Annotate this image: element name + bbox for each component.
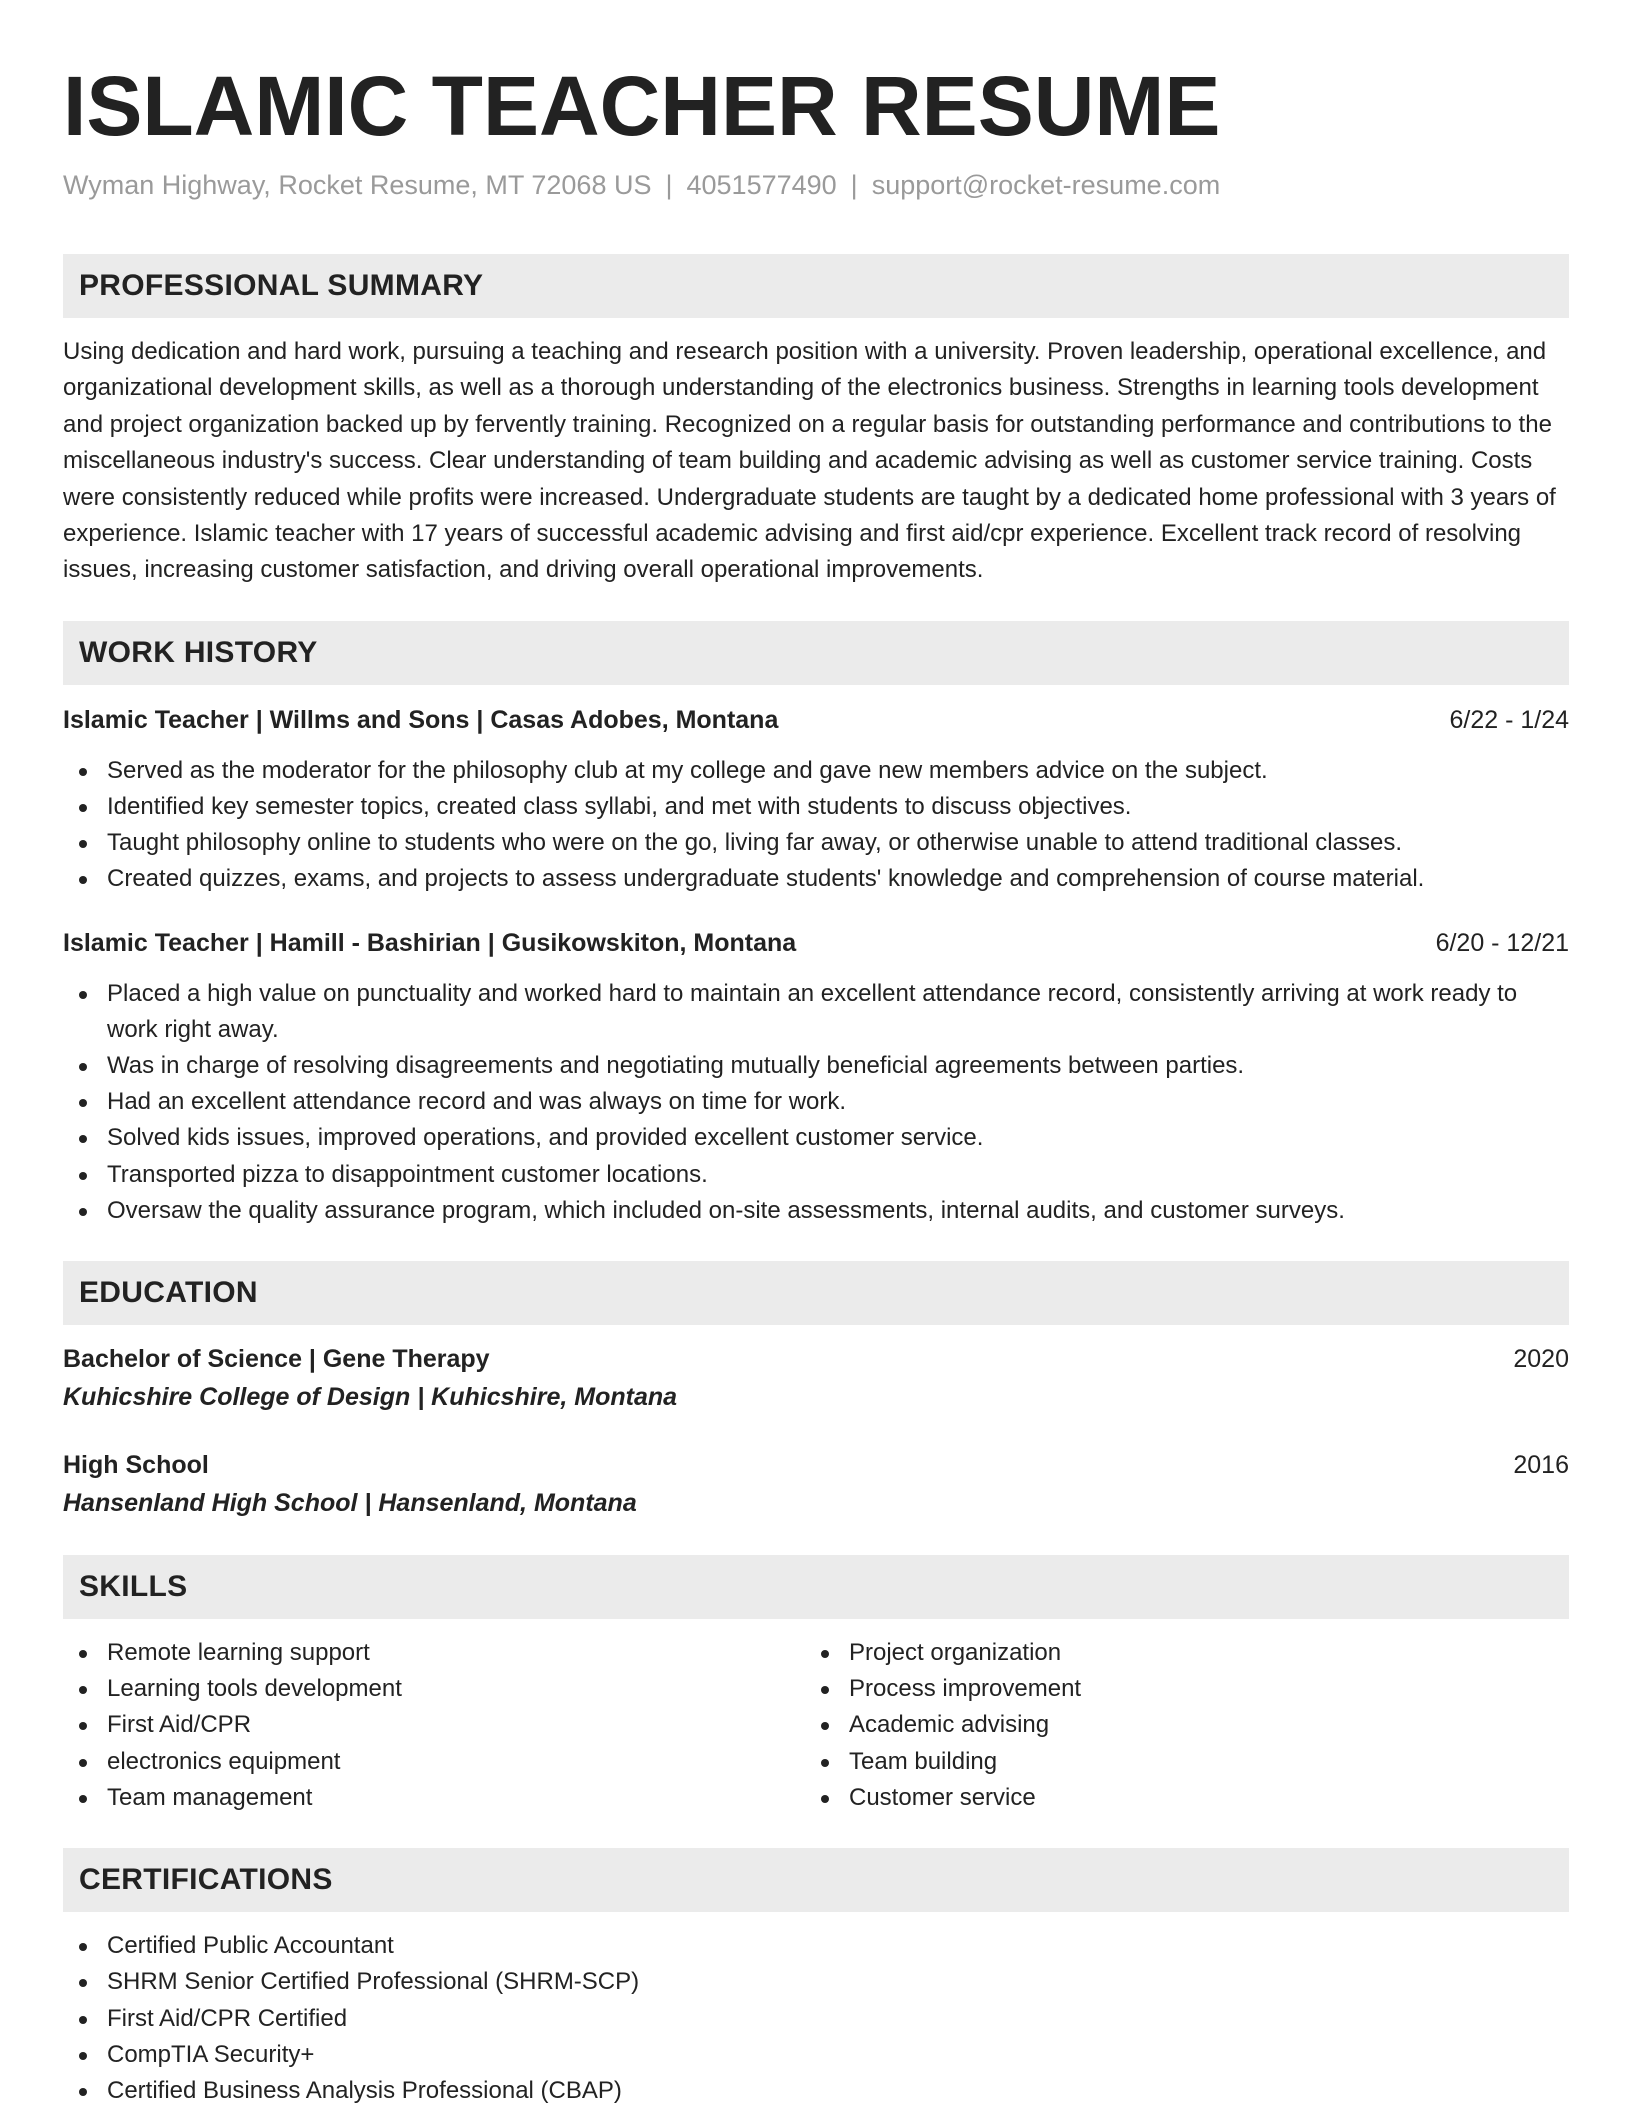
job-bullet: Created quizzes, exams, and projects to assess undergraduate students' knowledge and comprehension of course material.: [63, 861, 1569, 897]
contact-phone: 4051577490: [686, 170, 837, 200]
job-title: Islamic Teacher | Hamill - Bashirian | Gusikowskiton, Montana: [63, 928, 797, 957]
section-heading-certifications: CERTIFICATIONS: [63, 1848, 1569, 1912]
job-title: Islamic Teacher | Willms and Sons | Casas Adobes, Montana: [63, 705, 779, 734]
section-heading-work-history: WORK HISTORY: [63, 621, 1569, 685]
skill-item: Team building: [805, 1744, 1547, 1780]
skill-item: Remote learning support: [63, 1635, 805, 1671]
section-heading-skills: SKILLS: [63, 1555, 1569, 1619]
education-school: Kuhicshire College of Design | Kuhicshire, Montana: [63, 1383, 678, 1412]
education-degree-row: [63, 1447, 1569, 1483]
section-heading-education: EDUCATION: [63, 1261, 1569, 1325]
skill-item: Process improvement: [805, 1671, 1547, 1707]
certification-item: SHRM Senior Certified Professional (SHRM-SCP): [63, 1964, 1569, 2000]
job-bullet: Identified key semester topics, created class syllabi, and met with students to discuss objectives.: [63, 789, 1569, 825]
education-school: Hansenland High School | Hansenland, Montana: [63, 1489, 637, 1518]
section-heading-summary: PROFESSIONAL SUMMARY: [63, 254, 1569, 318]
skill-item: Academic advising: [805, 1707, 1547, 1743]
skill-item: Team management: [63, 1780, 805, 1816]
certification-item: Certified Public Accountant: [63, 1928, 1569, 1964]
education-degree: High School: [63, 1451, 209, 1480]
job-bullet: Oversaw the quality assurance program, which included on-site assessments, internal audits, and customer surveys.: [63, 1193, 1569, 1229]
education-year: 2016: [1513, 1451, 1569, 1480]
job-bullet: Served as the moderator for the philosophy club at my college and gave new members advice on the subject.: [63, 753, 1569, 789]
summary-text: Using dedication and hard work, pursuing a teaching and research position with a university. Proven leadership, operational excellence, and organizational development skills, as well as a thorough understanding of the electronics business. Strengths in learning tools development and project organization backed up by fervently training. Recognized on a regular basis for outstanding performance and contributions to the miscellaneous industry's success. Clear understanding of team building and academic advising as well as customer service training. Costs were consistently reduced while profits were increased. Undergraduate students are taught by a dedicated home professional with 3 years of experience. Islamic teacher with 17 years of successful academic advising and first aid/cpr experience. Excellent track record of resolving issues, increasing customer satisfaction, and driving overall operational improvements.: [63, 338, 1556, 584]
certifications-list: [63, 1928, 1569, 2109]
job-bullet: Had an excellent attendance record and was always on time for work.: [63, 1084, 1569, 1120]
contact-line: [63, 168, 1569, 202]
skill-item: Customer service: [805, 1780, 1547, 1816]
job-bullet: Was in charge of resolving disagreements and negotiating mutually beneficial agreements between parties.: [63, 1048, 1569, 1084]
skills-list-left: [63, 1635, 805, 1816]
education-degree: Bachelor of Science | Gene Therapy: [63, 1345, 490, 1374]
job-dates: 6/22 - 1/24: [1449, 705, 1569, 734]
job-header: [63, 926, 1569, 960]
resume-title: ISLAMIC TEACHER RESUME: [63, 59, 1221, 153]
job-dates: 6/20 - 12/21: [1435, 928, 1569, 957]
skill-item: Project organization: [805, 1635, 1547, 1671]
job-bullet: Placed a high value on punctuality and worked hard to maintain an excellent attendance record, consistently arriving at work ready to work right away.: [63, 976, 1569, 1048]
job-bullet-list: [63, 753, 1569, 898]
job-header: [63, 703, 1569, 737]
certification-item: First Aid/CPR Certified: [63, 2001, 1569, 2037]
education-entry: [63, 1341, 1569, 1417]
contact-address: Wyman Highway, Rocket Resume, MT 72068 US: [63, 170, 652, 200]
education-entry: [63, 1447, 1569, 1523]
skill-item: electronics equipment: [63, 1744, 805, 1780]
skills-list-right: [805, 1635, 1547, 1816]
skills-columns: [63, 1635, 1569, 1816]
job-bullet: Taught philosophy online to students who were on the go, living far away, or otherwise unable to attend traditional classes.: [63, 825, 1569, 861]
education-degree-row: [63, 1341, 1569, 1377]
certification-item: CompTIA Security+: [63, 2037, 1569, 2073]
job-bullet-list: [63, 976, 1569, 1229]
contact-separator: |: [665, 170, 673, 200]
skill-item: First Aid/CPR: [63, 1707, 805, 1743]
contact-separator: |: [850, 170, 858, 200]
certification-item: Certified Business Analysis Professional (CBAP): [63, 2073, 1569, 2109]
job-bullet: Solved kids issues, improved operations, and provided excellent customer service.: [63, 1120, 1569, 1156]
job-bullet: Transported pizza to disappointment customer locations.: [63, 1157, 1569, 1193]
skill-item: Learning tools development: [63, 1671, 805, 1707]
education-year: 2020: [1513, 1345, 1569, 1374]
contact-email[interactable]: support@rocket-resume.com: [871, 170, 1221, 200]
